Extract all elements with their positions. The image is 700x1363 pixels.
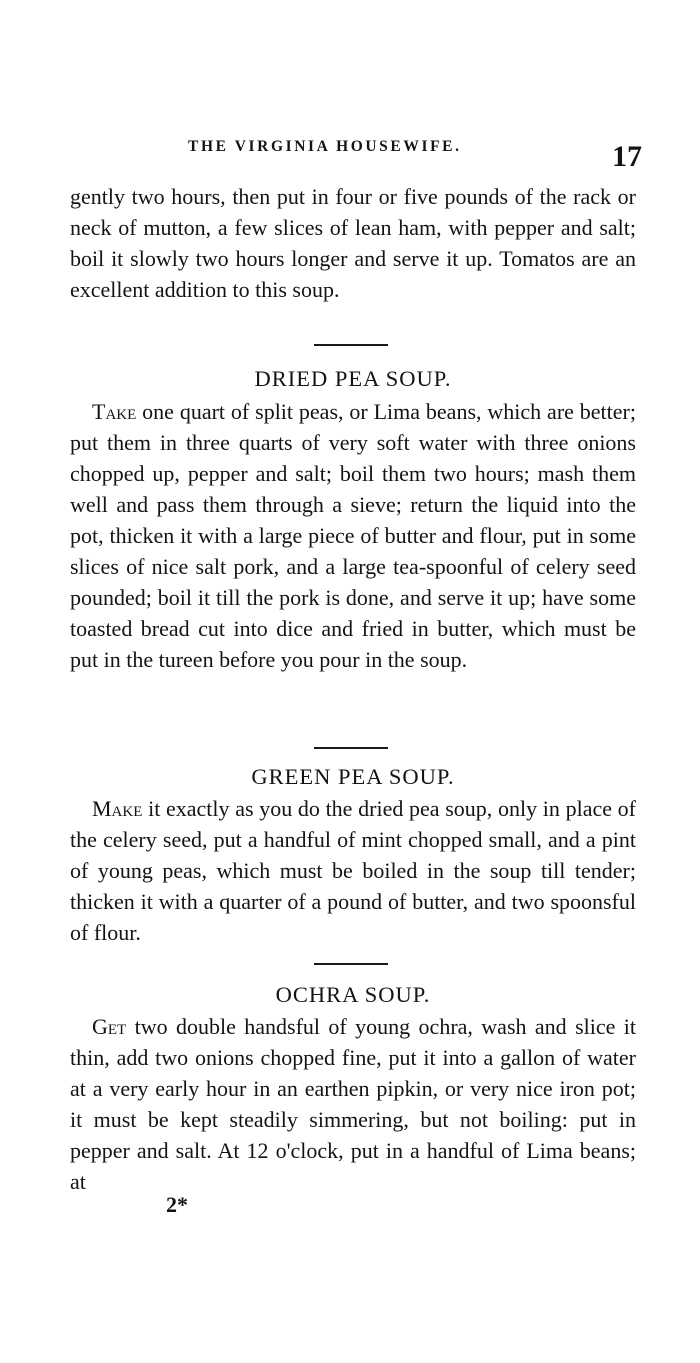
running-head: THE VIRGINIA HOUSEWIFE. (188, 138, 462, 155)
recipe-text: it exactly as you do the dried pea soup, only in place of the celery seed, put a handful of mint chopped small, and a pint of young peas, which must be boiled in the soup till tender; thicken it with a quarter of a pound of butter, and two spoonsful of flour. (70, 796, 636, 945)
recipe-title-ochra-soup: OCHRA SOUP. (275, 982, 431, 1007)
recipe-text: two double handsful of young ochra, wash and slice it thin, add two onions chopped fine, put it into a gallon of water at a very early hour in an earthen pipkin, or very nice iron pot; it must be kept steadily simmering, but not boiling: put in pepper and salt. At 12 o'clock, put in a handful of Lima beans; at (70, 1014, 636, 1194)
signature-mark: 2* (166, 1192, 188, 1217)
continuation-text: gently two hours, then put in four or five pounds of the rack or neck of mutton, a few slices of lean ham, with pepper and salt; boil it slowly two hours longer and serve it up. Tomatos are an excellent addition to this soup. (70, 184, 636, 302)
recipe-lead-word: Take (92, 399, 137, 424)
recipe-paragraph (70, 793, 636, 948)
recipe-paragraph (70, 396, 636, 675)
recipe-lead-word: Make (92, 796, 143, 821)
recipe-lead-word: Get (92, 1014, 127, 1039)
section-divider (314, 747, 388, 749)
section-divider (314, 344, 388, 346)
recipe-text: one quart of split peas, or Lima beans, which are better; put them in three quarts of very soft water with three onions chopped up, pepper and salt; boil them two hours; mash them well and pass them through a sieve; return the liquid into the pot, thicken it with a large piece of butter and flour, put in some slices of nice salt pork, and a large tea-spoonful of celery seed pounded; boil it till the pork is done, and serve it up; have some toasted bread cut into dice and fried in butter, which must be put in the tureen before you pour in the soup. (70, 399, 636, 672)
continuation-paragraph (70, 181, 636, 305)
section-divider (314, 963, 388, 965)
recipe-title-green-pea-soup: GREEN PEA SOUP. (251, 764, 455, 789)
recipe-paragraph (70, 1011, 636, 1197)
recipe-body-green-pea-soup (70, 793, 636, 948)
recipe-body-dried-pea-soup (70, 396, 636, 675)
recipe-title-dried-pea-soup: DRIED PEA SOUP. (254, 366, 452, 391)
recipe-body-ochra-soup (70, 1011, 636, 1197)
page-number: 17 (612, 140, 642, 173)
